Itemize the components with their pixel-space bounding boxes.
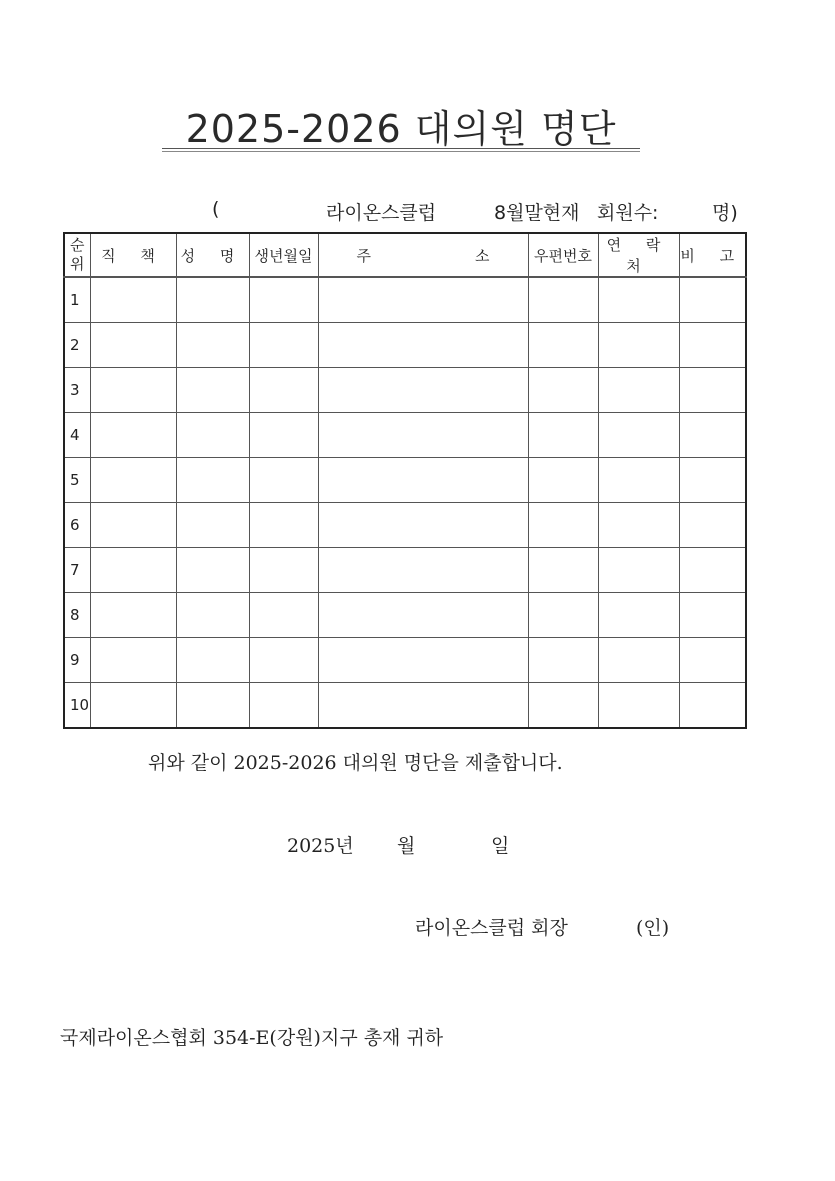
table-row <box>64 323 746 368</box>
row-number: 3 <box>64 368 90 413</box>
cell-name <box>176 323 249 368</box>
cell-position <box>90 683 176 729</box>
recipient-line: 국제라이온스협회 354-E(강원)지구 총재 귀하 <box>60 1027 444 1049</box>
subtitle-member-count-label: 회원수: <box>597 202 659 224</box>
cell-remarks <box>679 593 746 638</box>
cell-contact <box>598 548 679 593</box>
row-number: 6 <box>64 503 90 548</box>
delegate-roster-table <box>63 232 747 729</box>
cell-remarks <box>679 503 746 548</box>
date-month: 월 <box>397 835 416 857</box>
cell-postal <box>528 413 598 458</box>
cell-address <box>318 548 528 593</box>
cell-postal <box>528 503 598 548</box>
cell-contact <box>598 458 679 503</box>
cell-address <box>318 503 528 548</box>
cell-position <box>90 323 176 368</box>
cell-postal <box>528 593 598 638</box>
cell-remarks <box>679 368 746 413</box>
cell-contact <box>598 683 679 729</box>
row-number: 8 <box>64 593 90 638</box>
cell-postal <box>528 683 598 729</box>
table-row <box>64 277 746 323</box>
table-row <box>64 368 746 413</box>
header-name: 성 명 <box>176 233 249 277</box>
cell-birthdate <box>249 368 318 413</box>
header-birthdate: 생년월일 <box>249 233 318 277</box>
cell-birthdate <box>249 548 318 593</box>
cell-position <box>90 277 176 323</box>
date-year: 2025년 <box>287 835 354 857</box>
cell-remarks <box>679 458 746 503</box>
row-number: 7 <box>64 548 90 593</box>
cell-position <box>90 458 176 503</box>
cell-contact <box>598 323 679 368</box>
header-remarks: 비 고 <box>679 233 746 277</box>
cell-position <box>90 593 176 638</box>
cell-position <box>90 368 176 413</box>
table-row <box>64 548 746 593</box>
cell-contact <box>598 503 679 548</box>
cell-name <box>176 683 249 729</box>
submission-statement: 위와 같이 2025-2026 대의원 명단을 제출합니다. <box>148 752 563 774</box>
cell-remarks <box>679 548 746 593</box>
cell-position <box>90 413 176 458</box>
cell-birthdate <box>249 277 318 323</box>
cell-birthdate <box>249 413 318 458</box>
cell-contact <box>598 593 679 638</box>
cell-birthdate <box>249 458 318 503</box>
cell-address <box>318 368 528 413</box>
table-row <box>64 593 746 638</box>
date-day: 일 <box>491 835 510 857</box>
table-header-row <box>64 233 746 277</box>
row-number: 2 <box>64 323 90 368</box>
row-number: 4 <box>64 413 90 458</box>
header-address <box>318 233 528 277</box>
cell-contact <box>598 277 679 323</box>
cell-birthdate <box>249 323 318 368</box>
seal-mark: (인) <box>636 917 670 939</box>
cell-remarks <box>679 638 746 683</box>
header-position: 직 책 <box>90 233 176 277</box>
header-rank <box>64 233 90 277</box>
subtitle-club: 라이온스클럽 <box>326 202 437 224</box>
row-number: 5 <box>64 458 90 503</box>
cell-name <box>176 593 249 638</box>
table-row <box>64 458 746 503</box>
cell-postal <box>528 638 598 683</box>
cell-address <box>318 593 528 638</box>
header-address-a: 주 <box>356 246 371 265</box>
table-row <box>64 638 746 683</box>
cell-postal <box>528 277 598 323</box>
cell-contact <box>598 638 679 683</box>
cell-position <box>90 638 176 683</box>
cell-name <box>176 458 249 503</box>
document-title: 2025-2026 대의원 명단 <box>185 107 617 151</box>
cell-position <box>90 503 176 548</box>
signature-line: 라이온스클럽 회장 <box>415 917 568 939</box>
cell-address <box>318 323 528 368</box>
cell-birthdate <box>249 503 318 548</box>
subtitle-open-paren: ( <box>212 198 220 220</box>
header-rank-bottom: 위 <box>70 255 85 273</box>
row-number: 1 <box>64 277 90 323</box>
cell-address <box>318 683 528 729</box>
cell-birthdate <box>249 683 318 729</box>
table-row <box>64 413 746 458</box>
cell-name <box>176 638 249 683</box>
header-rank-top: 순 <box>70 236 85 254</box>
cell-address <box>318 413 528 458</box>
cell-address <box>318 277 528 323</box>
cell-name <box>176 413 249 458</box>
row-number: 10 <box>64 683 90 729</box>
cell-name <box>176 548 249 593</box>
subtitle-close: 명) <box>712 202 738 224</box>
cell-position <box>90 548 176 593</box>
cell-contact <box>598 368 679 413</box>
cell-name <box>176 277 249 323</box>
cell-birthdate <box>249 638 318 683</box>
cell-remarks <box>679 413 746 458</box>
title-underline <box>162 148 640 149</box>
cell-postal <box>528 368 598 413</box>
subtitle-as-of: 8월말현재 <box>494 202 580 224</box>
cell-remarks <box>679 323 746 368</box>
table-row <box>64 683 746 729</box>
header-postal: 우편번호 <box>528 233 598 277</box>
cell-address <box>318 458 528 503</box>
cell-remarks <box>679 277 746 323</box>
cell-name <box>176 368 249 413</box>
row-number: 9 <box>64 638 90 683</box>
cell-postal <box>528 323 598 368</box>
cell-name <box>176 503 249 548</box>
cell-postal <box>528 548 598 593</box>
header-address-b: 소 <box>475 246 490 265</box>
cell-postal <box>528 458 598 503</box>
cell-address <box>318 638 528 683</box>
header-contact: 연 락 처 <box>598 233 679 277</box>
table-row <box>64 503 746 548</box>
title-underline-secondary <box>162 151 640 152</box>
cell-contact <box>598 413 679 458</box>
cell-birthdate <box>249 593 318 638</box>
cell-remarks <box>679 683 746 729</box>
